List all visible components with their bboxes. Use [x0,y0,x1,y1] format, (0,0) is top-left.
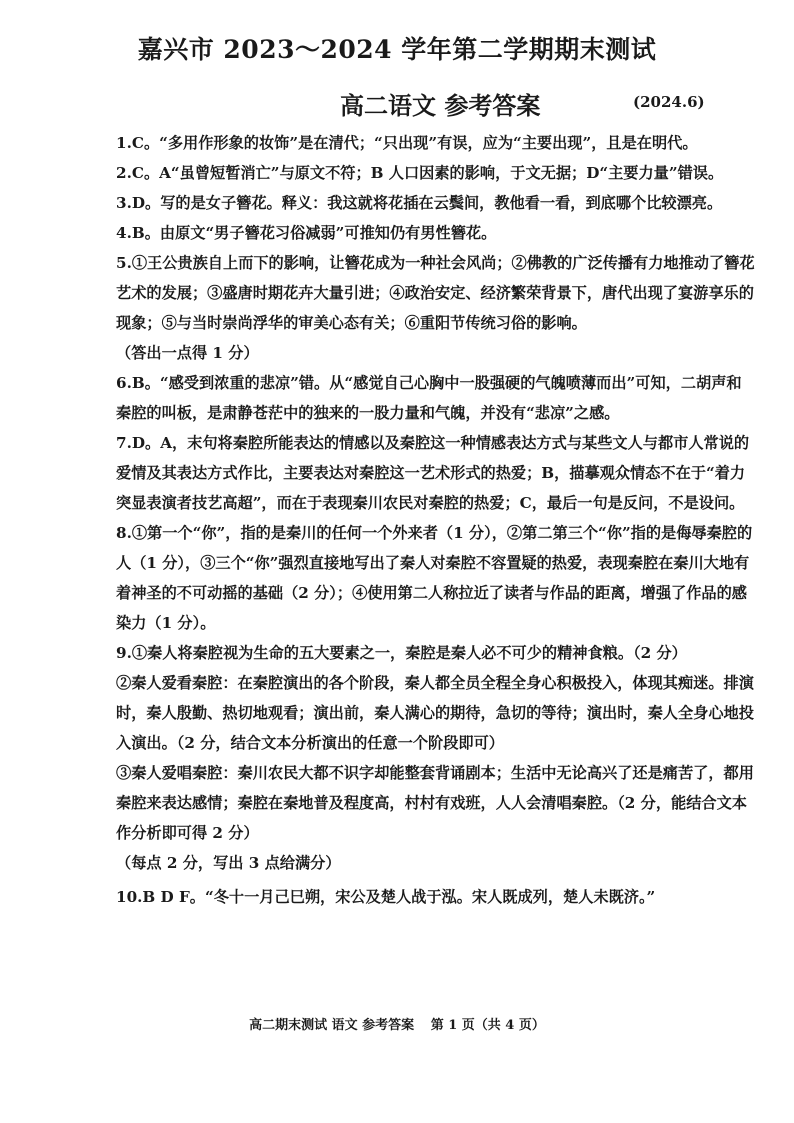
answer-item: ②秦人爱看秦腔：在秦腔演出的各个阶段，秦人都全员全程全身心积极投入，体现其痴迷。排演时，秦人殷勤、热切地观看；演出前，秦人满心的期待，急切的等待；演出时，秦人全身心地投入演出。（2 分，结合文本分析演出的任意一个阶段即可） [116,674,754,752]
page-footer [0,1014,794,1033]
answer-item: 10.B D F。“冬十一月己巳朔，宋公及楚人战于泓。宋人既成列，楚人未既济。” [116,888,656,906]
page-number: 第 1 页（共 4 页） [430,1018,545,1033]
answer-item: 6.B。“感受到浓重的悲凉”错。从“感觉自己心胸中一股强硬的气魄喷薄而出”可知，二胡声和秦腔的叫板，是肃静苍茫中的独来的一股力量和气魄，并没有“悲凉”之感。 [116,374,742,422]
answer-item: 2.C。A“虽曾短暂消亡”与原文不符；B 人口因素的影响，于文无据；D“主要力量”错误。 [116,164,724,182]
answer-item: 4.B。由原文“男子簪花习俗减弱”可推知仍有男性簪花。 [116,224,497,242]
scoring-note: （答出一点得 1 分） [116,344,259,362]
page-subtitle: 高二语文 参考答案 [340,91,541,120]
answer-item: 7.D。A，末句将秦腔所能表达的情感以及秦腔这一种情感表达方式与某些文人与都市人常说的爱情及其表达方式作比，主要表达对秦腔这一艺术形式的热爱；B，描摹观众情态不在于“着力突显表演者技艺高超”，而在于表现秦川农民对秦腔的热爱；C，最后一句是反问，不是设问。 [116,434,750,512]
answer-item: 5.①王公贵族自上而下的影响，让簪花成为一种社会风尚；②佛教的广泛传播有力地推动了簪花艺术的发展；③盛唐时期花卉大量引进；④政治安定、经济繁荣背景下，唐代出现了宴游享乐的现象；⑤与当时崇尚浮华的审美心态有关；⑥重阳节传统习俗的影响。 [116,254,755,332]
page-title: 嘉兴市 2023～2024 学年第二学期期末测试 [137,35,657,64]
exam-date: (2024.6) [633,93,705,111]
answer-item: ③秦人爱唱秦腔：秦川农民大都不识字却能整套背诵剧本；生活中无论高兴了还是痛苦了，都用秦腔来表达感情；秦腔在秦地普及程度高，村村有戏班，人人会清唱秦腔。（2 分，能结合文本作分析即可得 2 分） [116,764,754,842]
answer-body [116,128,756,912]
scoring-note: （每点 2 分，写出 3 点给满分） [116,854,341,872]
answer-item: 1.C。“多用作形象的妆饰”是在清代；“只出现”有误，应为“主要出现”，且是在明代。 [116,134,698,152]
answer-item: 3.D。写的是女子簪花。释义：我这就将花插在云鬓间，教他看一看，到底哪个比较漂亮。 [116,194,723,212]
footer-doc-label: 高二期末测试 语文 参考答案 [249,1018,415,1033]
answer-item: 8.①第一个“你”，指的是秦川的任何一个外来者（1 分），②第二第三个“你”指的是侮辱秦腔的人（1 分），③三个“你”强烈直接地写出了秦人对秦腔不容置疑的热爱，表现秦腔在秦川大地有着神圣的不可动摇的基础（2 分）；④使用第二人称拉近了读者与作品的距离，增强了作品的感染力（1 分）。 [116,524,753,632]
answer-item: 9.①秦人将秦腔视为生命的五大要素之一，秦腔是秦人必不可少的精神食粮。（2 分） [116,644,687,662]
